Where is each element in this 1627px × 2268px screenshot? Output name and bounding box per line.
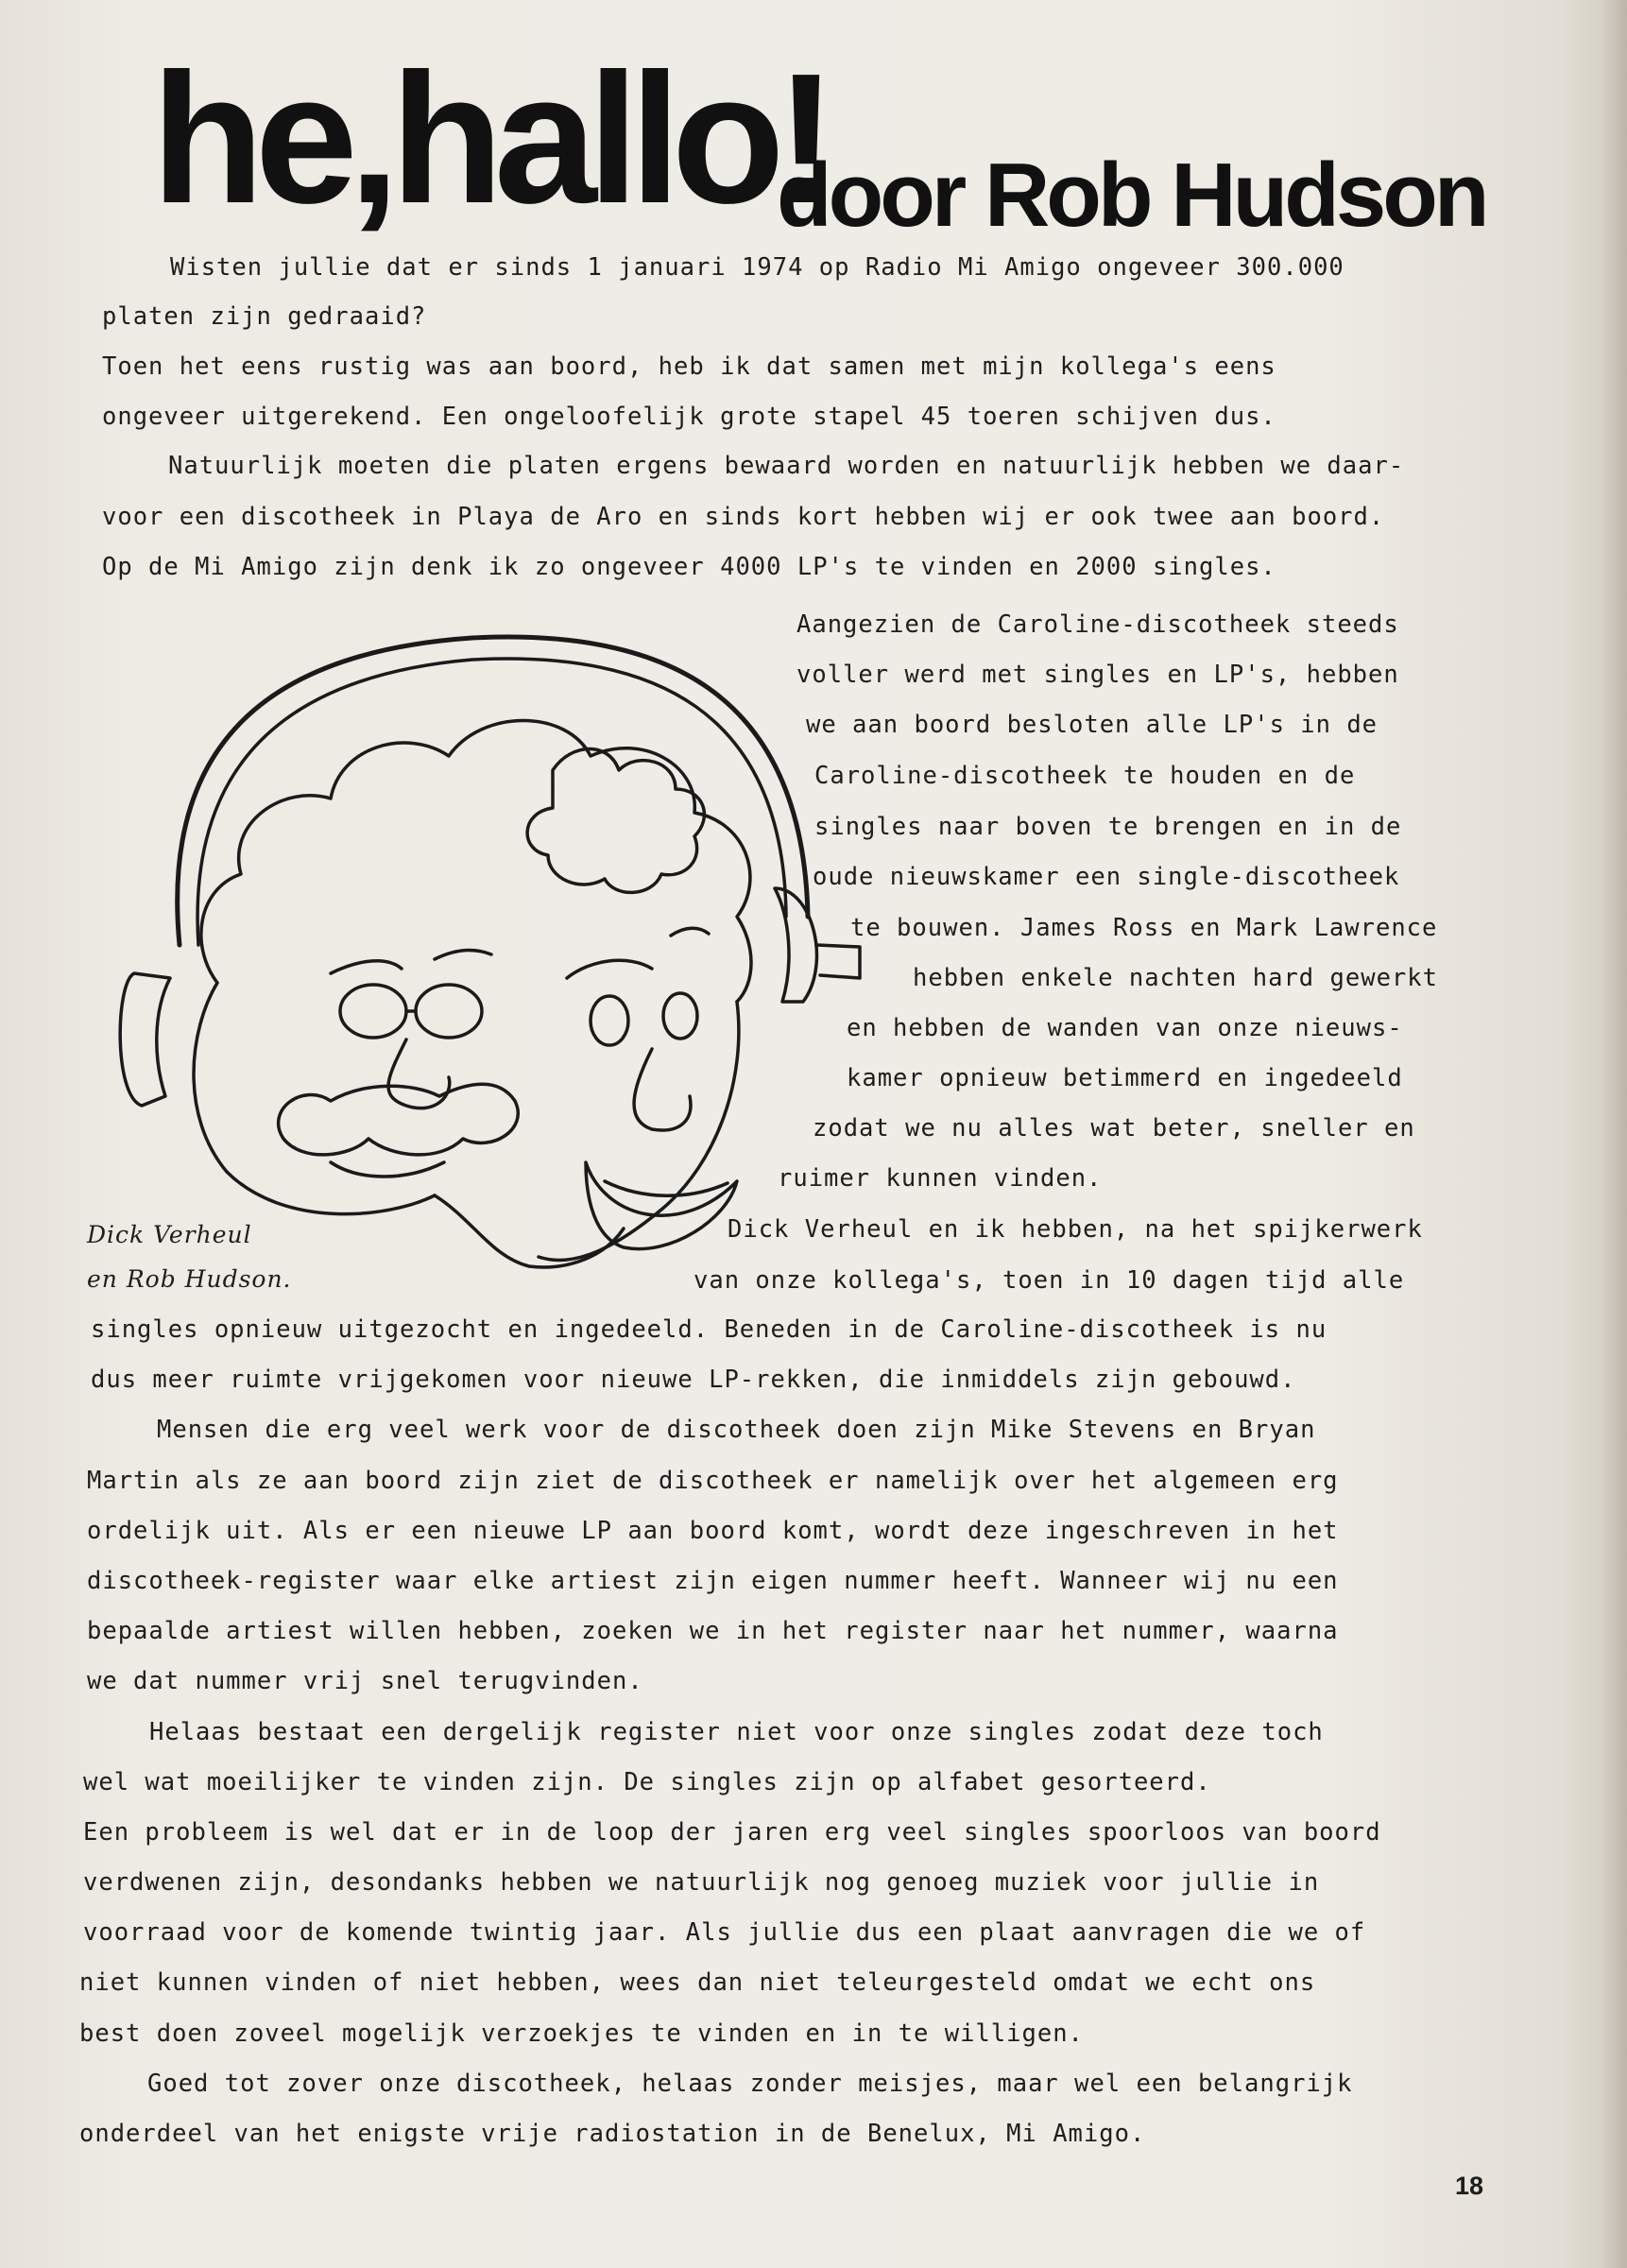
right-eyebrow2-icon: [671, 928, 709, 936]
page-number: 18: [1455, 2172, 1484, 2200]
body-line: discotheek-register waar elke artiest zijn eigen nummer heeft. Wanneer wij nu een: [87, 1567, 1339, 1595]
chin-icon: [435, 1195, 624, 1267]
hair-outline-icon: [201, 721, 751, 1003]
body-line: best doen zoveel mogelijk verzoekjes te vinden en in te willigen.: [79, 2019, 1084, 2048]
body-line: kamer opnieuw betimmerd en ingedeeld: [847, 1064, 1403, 1092]
right-mouth-icon: [586, 1162, 737, 1249]
left-mouth-icon: [331, 1162, 444, 1177]
illustration-caption-line-2: en Rob Hudson.: [87, 1265, 292, 1293]
body-line: hebben enkele nachten hard gewerkt: [913, 964, 1438, 992]
article-headline: [151, 35, 1493, 246]
body-line: voorraad voor de komende twintig jaar. Als jullie dus een plaat aanvragen die we of: [83, 1918, 1366, 1947]
body-line: we dat nummer vrij snel terugvinden.: [87, 1667, 643, 1695]
body-line: singles opnieuw uitgezocht en ingedeeld. Beneden in de Caroline-discotheek is nu: [91, 1315, 1327, 1344]
curly-hair-icon: [527, 749, 704, 893]
body-line: Caroline-discotheek te houden en de: [814, 762, 1356, 790]
right-eye-right-icon: [663, 993, 697, 1039]
body-line: niet kunnen vinden of niet hebben, wees dan niet teleurgesteld omdat we echt ons: [79, 1968, 1316, 1997]
left-nose-icon: [388, 1040, 450, 1108]
right-eye-left-icon: [591, 996, 628, 1045]
headphone-band-inner-icon: [197, 659, 786, 945]
body-line: Natuurlijk moeten die platen ergens bewaard worden en natuurlijk hebben we daar-: [168, 452, 1405, 480]
right-glasses-icon: [416, 985, 482, 1038]
left-eyebrow2-icon: [435, 950, 491, 959]
body-line: Martin als ze aan boord zijn ziet de discotheek er namelijk over het algemeen erg: [87, 1467, 1339, 1495]
left-eyebrow-icon: [331, 961, 402, 973]
left-glasses-icon: [340, 985, 406, 1038]
body-line: ongeveer uitgerekend. Een ongeloofelijk grote stapel 45 toeren schijven dus.: [102, 403, 1276, 431]
headphone-band-icon: [178, 637, 808, 945]
body-line: dus meer ruimte vrijgekomen voor nieuwe LP-rekken, die inmiddels zijn gebouwd.: [91, 1366, 1296, 1394]
headline-byline: door Rob Hudson: [777, 145, 1486, 246]
body-line: Dick Verheul en ik hebben, na het spijkerwerk: [728, 1215, 1423, 1244]
right-teeth-icon: [605, 1181, 728, 1195]
body-line: Helaas bestaat een dergelijk register niet voor onze singles zodat deze toch: [149, 1718, 1324, 1746]
body-line: oude nieuwskamer een single-discotheek: [813, 863, 1400, 891]
headphone-left-icon: [120, 973, 170, 1106]
body-line: Aangezien de Caroline-discotheek steeds: [796, 610, 1399, 639]
body-line: ordelijk uit. Als er een nieuwe LP aan boord komt, wordt deze ingeschreven in het: [87, 1517, 1339, 1545]
body-line: Toen het eens rustig was aan boord, heb ik dat samen met mijn kollega's eens: [102, 352, 1276, 381]
body-line: Wisten jullie dat er sinds 1 januari 1974 op Radio Mi Amigo ongeveer 300.000: [170, 253, 1344, 282]
right-eyebrow-icon: [567, 960, 652, 978]
body-line: we aan boord besloten alle LP's in de: [806, 711, 1379, 739]
caricature-illustration: [76, 605, 926, 1314]
body-line: onderdeel van het enigste vrije radiostation in de Benelux, Mi Amigo.: [79, 2120, 1146, 2148]
body-line: Mensen die erg veel werk voor de discotheek doen zijn Mike Stevens en Bryan: [157, 1416, 1316, 1444]
page-spine: [1601, 0, 1627, 2268]
right-nose-icon: [634, 1049, 691, 1130]
body-line: Een probleem is wel dat er in de loop der jaren erg veel singles spoorloos van boord: [83, 1818, 1381, 1847]
body-line: voor een discotheek in Playa de Aro en sinds kort hebben wij er ook twee aan boord.: [102, 503, 1385, 531]
body-line: voller werd met singles en LP's, hebben: [796, 661, 1399, 689]
illustration-caption-line-1: Dick Verheul: [87, 1221, 252, 1248]
body-line: zodat we nu alles wat beter, sneller en: [813, 1114, 1415, 1143]
body-line: platen zijn gedraaid?: [102, 302, 427, 331]
body-line: Goed tot zover onze discotheek, helaas zonder meisjes, maar wel een belangrijk: [147, 2070, 1353, 2098]
body-line: ruimer kunnen vinden.: [778, 1164, 1103, 1193]
body-line: te bouwen. James Ross en Mark Lawrence: [850, 914, 1438, 942]
body-line: Op de Mi Amigo zijn denk ik zo ongeveer 4000 LP's te vinden en 2000 singles.: [102, 553, 1276, 581]
headline-main: he,hallo!: [151, 35, 828, 242]
body-line: en hebben de wanden van onze nieuws-: [847, 1014, 1403, 1042]
body-line: singles naar boven te brengen en in de: [814, 813, 1402, 841]
body-line: bepaalde artiest willen hebben, zoeken we in het register naar het nummer, waarna: [87, 1617, 1339, 1645]
body-line: verdwenen zijn, desondanks hebben we natuurlijk nog genoeg muziek voor jullie in: [83, 1868, 1320, 1897]
left-face-outline-icon: [194, 983, 435, 1214]
body-line: van onze kollega's, toen in 10 dagen tijd alle: [694, 1266, 1405, 1295]
moustache-icon: [279, 1084, 519, 1155]
body-line: wel wat moeilijker te vinden zijn. De singles zijn op alfabet gesorteerd.: [83, 1768, 1211, 1796]
